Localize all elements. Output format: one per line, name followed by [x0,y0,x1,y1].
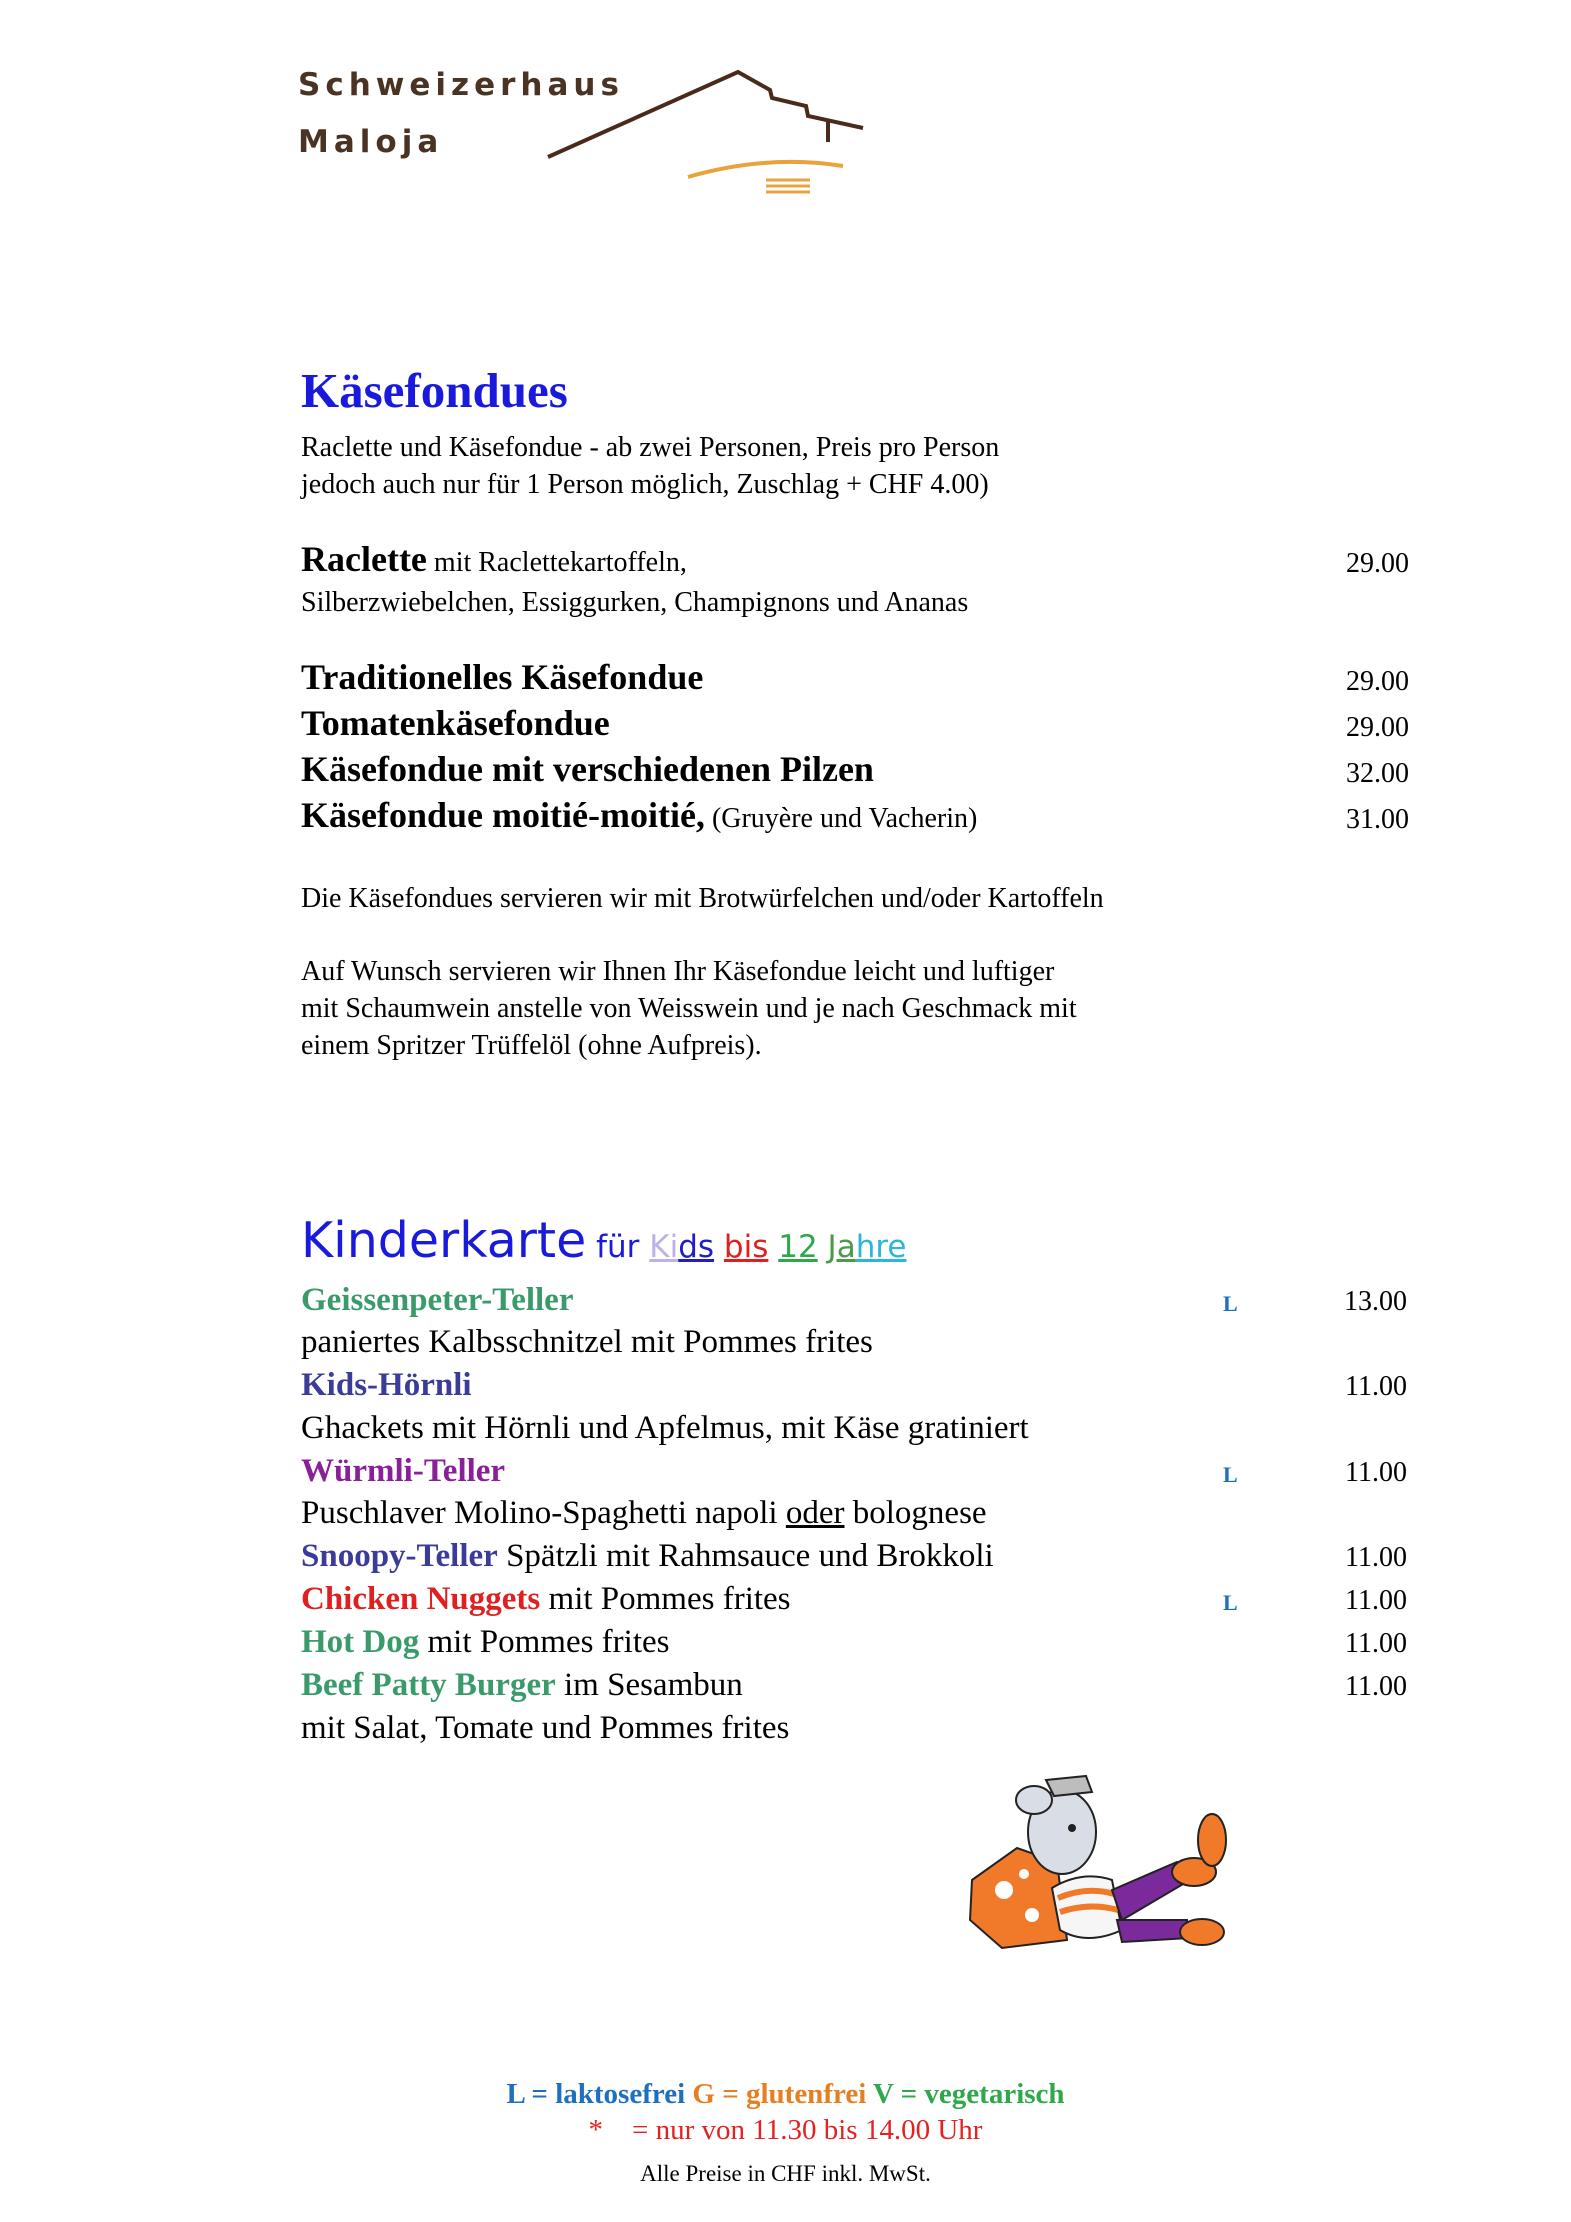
menu-item-fondue [301,794,1409,836]
kids-item-rest: im Sesambun [555,1667,743,1703]
kids-item-rest: Spätzli mit Rahmsauce und Brokkoli [497,1538,994,1574]
fondue-name: Käsefondue mit verschiedenen Pilzen [301,749,874,789]
kids-item-description: Ghackets mit Hörnli und Apfelmus, mit Käse gratiniert [301,1410,1029,1446]
mouse-on-cheese-illustration [962,1770,1242,1958]
wish-line-1: Auf Wunsch servieren wir Ihnen Ihr Käsefondue leicht und luftiger [301,956,1055,987]
kids-item-name: Würmli-Teller [301,1453,506,1489]
kids-item-price: 11.00 [1345,1371,1407,1402]
kids-item-name: Chicken Nuggets [301,1581,541,1617]
wish-note [301,953,1077,1064]
kids-menu-item [301,1622,1407,1662]
logo-line1: Schweizerhaus [298,67,624,103]
kasefondues-title: Käsefondues [301,363,568,418]
kids-menu-item [301,1536,1407,1576]
kids-item-name: Beef Patty Burger [301,1667,556,1703]
kinderkarte-sub-fur: für [586,1229,650,1265]
kids-item-description [301,1493,987,1533]
fondue-extra: (Gruyère und Vacherin) [704,803,978,834]
intro-line-1: Raclette und Käsefondue - ab zwei Personen, Preis pro Person [301,432,1000,463]
lunch-note [0,2114,1571,2147]
kinderkarte-sub-ds: ds [678,1229,715,1265]
diet-legend [0,2078,1571,2111]
kids-menu-item [301,1365,1407,1405]
lactose-free-marker: L [1223,1462,1238,1487]
kinderkarte-title: Kinderkarte [301,1212,587,1269]
restaurant-logo [298,62,878,212]
raclette-name: Raclette [301,539,427,579]
lactose-free-marker: L [1223,1291,1238,1316]
fondue-price: 29.00 [1346,712,1409,743]
desc-part: bolognese [844,1495,987,1531]
fondue-price: 31.00 [1346,804,1409,835]
desc-part: Puschlaver Molino-Spaghetti napoli [301,1495,786,1531]
kinderkarte-sub-ja: Ja [827,1229,856,1265]
wish-line-3: einem Spritzer Trüffelöl (ohne Aufpreis). [301,1030,762,1061]
kids-item-price: 11.00 [1345,1671,1407,1702]
lunch-hours: = nur von 11.30 bis 14.00 Uhr [632,2114,983,2146]
serve-note: Die Käsefondues servieren wir mit Brotwürfelchen und/oder Kartoffeln [301,883,1104,914]
prices-note: Alle Preise in CHF inkl. MwSt. [640,2161,931,2186]
kids-item-price: 11.00 [1345,1628,1407,1659]
logo-line2: Maloja [298,124,444,160]
kinderkarte-sub-12: 12 [778,1229,818,1265]
kids-menu-item [301,1280,1407,1320]
kids-item-name: Geissenpeter-Teller [301,1282,574,1318]
kids-item-price: 11.00 [1345,1585,1407,1616]
lunch-star: * [588,2114,604,2146]
kids-item-price: 11.00 [1345,1457,1407,1488]
intro-line-2: jedoch auch nur für 1 Person möglich, Zuschlag + CHF 4.00) [301,469,989,500]
menu-item-raclette [301,538,1409,580]
legend-vegetarian: V = vegetarisch [872,2078,1065,2110]
menu-item-fondue [301,748,1409,790]
kids-item-name: Kids-Hörnli [301,1367,472,1403]
kids-item-name: Snoopy-Teller [301,1538,498,1574]
wish-line-2: mit Schaumwein anstelle von Weisswein und je nach Geschmack mit [301,993,1077,1024]
fondue-name: Traditionelles Käsefondue [301,657,704,697]
kids-item-price: 13.00 [1344,1286,1407,1317]
kids-menu-item [301,1451,1407,1491]
lactose-free-marker: L [1223,1590,1238,1615]
kids-item-rest: mit Pommes frites [419,1624,670,1660]
raclette-price: 29.00 [1346,548,1409,579]
fondue-price: 32.00 [1346,758,1409,789]
legend-gluten-free: G = glutenfrei [692,2078,867,2110]
kinderkarte-sub-hre: hre [855,1229,907,1265]
legend-lactose-free: L = laktosefrei [506,2078,686,2110]
kids-item-rest: mit Pommes frites [540,1581,791,1617]
menu-item-fondue [301,656,1409,698]
kinderkarte-sub-ki: Ki [649,1229,679,1265]
desc-underlined: oder [785,1495,845,1531]
kids-item-description: mit Salat, Tomate und Pommes frites [301,1710,790,1746]
kids-menu-item [301,1665,1407,1705]
kids-item-description: paniertes Kalbsschnitzel mit Pommes frites [301,1324,873,1360]
kids-item-price: 11.00 [1345,1542,1407,1573]
fondue-name: Käsefondue moitié-moitié, [301,795,705,835]
raclette-detail: mit Raclettekartoffeln, [426,547,687,578]
kinderkarte-heading [301,1212,906,1269]
menu-item-fondue [301,702,1409,744]
kids-menu-item [301,1579,1407,1619]
fondue-name: Tomatenkäsefondue [301,703,610,743]
kinderkarte-sub-bis: bis [723,1229,769,1265]
fondue-price: 29.00 [1346,666,1409,697]
raclette-description: Silberzwiebelchen, Essiggurken, Champignons und Ananas [301,587,969,618]
kids-item-name: Hot Dog [301,1624,420,1660]
kasefondues-intro [301,429,999,503]
